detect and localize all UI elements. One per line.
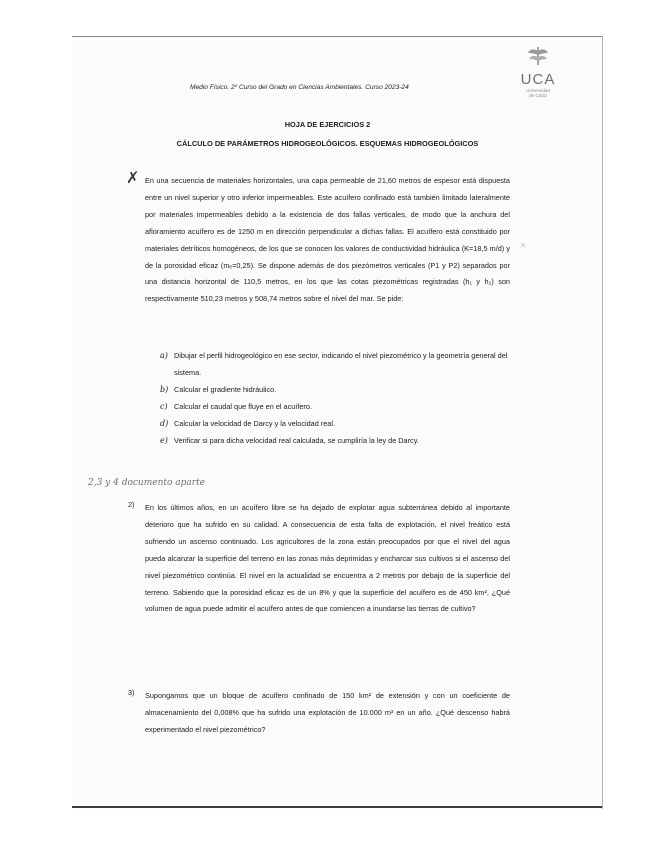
subquestion-text: Calcular el gradiente hidráulico.: [174, 384, 277, 394]
subquestion-item: [160, 433, 510, 450]
problem-3-number: 3): [128, 688, 135, 697]
logo-emblem-icon: [523, 45, 553, 67]
subquestion-item: [160, 348, 510, 382]
problem-2-statement: En los últimos años, en un acuífero libre se ha dejado de explotar agua subterránea debido al importante deterioro que ha sufrido en su calidad. A consecuencia de esta falta de explotación, el nivel freático está sufriendo un ascenso continuado. Los agricultores de la zona están preocupados por que el nivel del agua pueda alcanzar la superficie del terreno en las zonas más deprimidas y encharcar sus cultivos si el ascenso del nivel piezométrico continúa. El nivel en la actualidad se encuentra a 2 metros por debajo de la superficie del terreno. Sabiendo que la porosidad eficaz es de un 8% y que la superficie del acuífero es de 450 km², ¿Qué volumen de agua puede admitir el acuífero antes de que comiencen a inundarse las tierras de cultivo?: [145, 503, 510, 614]
subquestion-item: [160, 399, 510, 416]
problem-1-statement: En una secuencia de materiales horizontales, una capa permeable de 21,60 metros de espesor está dispuesta entre un nivel superior y otro inferior impermeables. Este acuífero confinado está también limitado lateralmente por materiales impermeables debido a la existencia de dos fallas verticales, de modo que la anchura del afloramiento acuífero es de 1250 m en dirección perpendicular a dichas fallas. El acuífero está constituido por materiales detríticos homogéneos, de los que se conocen los valores de conductividad hidráulica (K=18,5 m/d) y de la porosidad eficaz (mₑ=0,25). Se dispone además de dos piezómetros verticales (P1 y P2) separados por una distancia horizontal de 110,5 metros, en los que las cotas piezométricas registradas (h₁ y h₂) son respectivamente 510,23 metros y 508,74 metros sobre el nivel del mar. Se pide:: [145, 176, 510, 304]
problem-3-statement: Supongamos que un bloque de acuífero confinado de 150 km² de extensión y con un coeficiente de almacenamiento del 0,008% que ha sufrido una explotación de 10.000 m³ en un año. ¿Qué descenso habrá experimentado el nivel piezométrico?: [145, 691, 510, 734]
subquestion-marker: b): [160, 384, 169, 394]
logo-text: UCA: [520, 71, 556, 88]
handwritten-cross-mark: ✗: [126, 168, 140, 187]
subquestion-marker: a): [160, 351, 168, 360]
subquestion-text: Dibujar el perfil hidrogeológico en ese sector, indicando el nivel piezométrico y la geometría general del sistema.: [174, 351, 508, 377]
sheet-bottom-edge: [72, 806, 602, 808]
subquestion-text: Calcular el caudal que fluye en el acuífero.: [174, 401, 312, 411]
subject-title: CÁLCULO DE PARÁMETROS HIDROGEOLÓGICOS. ESQUEMAS HIDROGEOLÓGICOS: [176, 139, 479, 148]
subquestion-item: [160, 416, 510, 433]
problem-2-number: 2): [128, 500, 135, 509]
subquestion-marker: c): [160, 401, 168, 411]
subquestion-item: [160, 382, 510, 399]
sheet-title: HOJA DE EJERCICIOS 2: [284, 120, 371, 129]
subquestion-text: Calcular la velocidad de Darcy y la velocidad real.: [174, 418, 336, 428]
subquestion-marker: d): [160, 418, 169, 428]
university-logo: [515, 45, 561, 107]
logo-subtitle-1: Universidad: [526, 88, 550, 93]
subquestion-marker: e): [160, 435, 168, 445]
handwritten-note: 2,3 y 4 documento aparte: [88, 478, 206, 488]
problem-1-subquestions: [160, 348, 510, 449]
margin-cross-mark: ×: [520, 240, 527, 252]
subquestion-text: Verificar si para dicha velocidad real calculada, se cumpliría la ley de Darcy.: [174, 435, 419, 445]
logo-subtitle-2: de Cádiz: [529, 93, 547, 98]
course-header: Medio Físico. 2º Curso del Grado en Ciencias Ambientales. Curso 2023-24: [190, 84, 409, 91]
